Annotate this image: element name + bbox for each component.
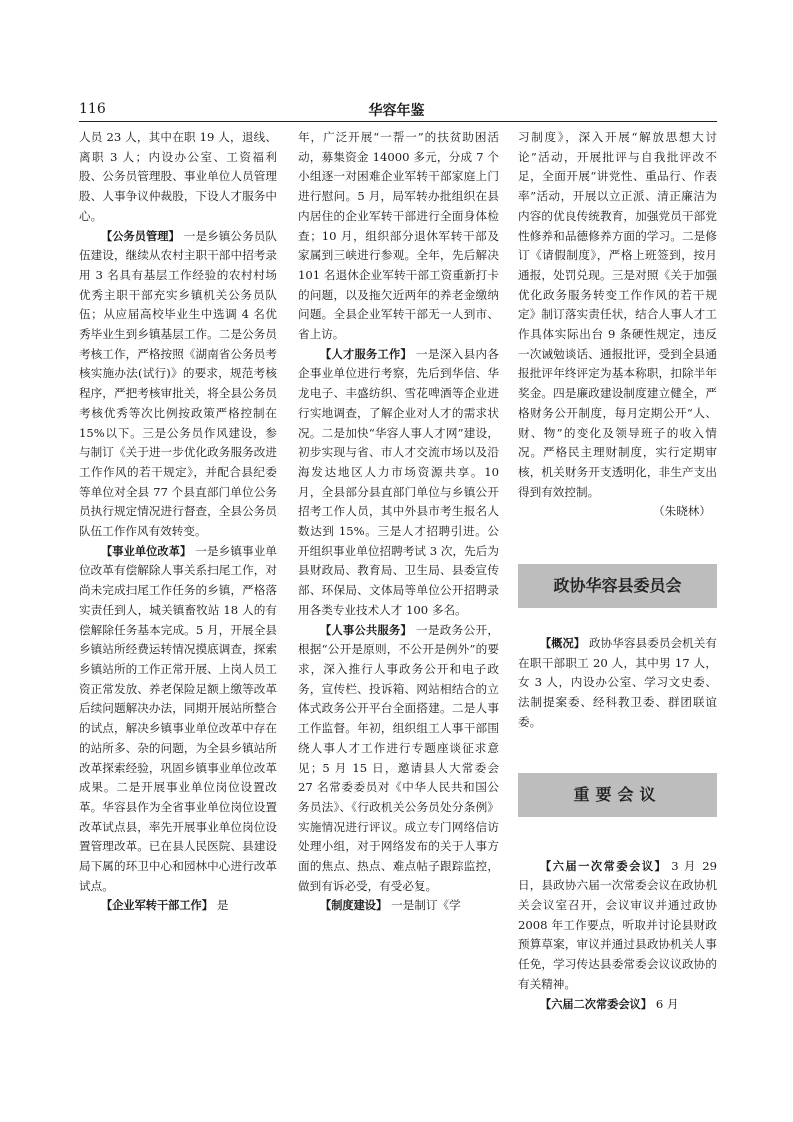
paragraph-text: 一是政务公开，根据“公开是原则，不公开是例外”的要求，深入推行人事政务公开和电子政务，宣传栏、投诉箱、网站相结合的立体式政务公开平台全面搭建。二是人事工作监督。年初，组织组工人事干部围绕人事人才工作进行专题座谈征求意见；5 月 15 日，邀请县人大常委会 27 名常委委员对《中华人民共和国公务员法》、《行政机关公务员处分条例》实施情况进行评议。成立专门网络信访处理小组，对于网络发布的关于人事方面的焦点、热点、难点帖子跟踪监控，做到有诉必受，有受必复。: [298, 622, 499, 893]
paragraph-text: 6 月: [655, 996, 679, 1011]
paragraph-text: 一是乡镇事业单位改革有偿解除人事关系扫尾工作，对尚未完成扫尾工作任务的乡镇，严格落实责任到人，城关镇畜牧站 18 人的有偿解除任务基本完成。5 月，开展全县乡镇站所经费运转情况摸底调查，探索乡镇站所的工作正常开展、上岗人员工资正常发放、养老保险足额上缴等改革后续问题解决办法，同期开展站所整合的试点，解决乡镇事业单位改革中存在的站所多、杂的问题，为全县乡镇站所改革探索经验，巩固乡镇事业单位改革成果。二是开展事业单位岗位设置改革。华容县作为全省事业单位岗位设置改革试点县，率先开展事业单位岗位设置管理改革。已在县人民医院、县建设局下属的环卫中心和园林中心进行改革试点。: [79, 543, 277, 893]
paragraph: [518, 995, 717, 1015]
paragraph: [298, 896, 499, 916]
paragraph: 年，广泛开展“一帮一”的扶贫助困活动，募集资金 14000 多元，分成 7 个小组逐一对困难企业军转干部家庭上门进行慰问。5 月，局军转办批组织在县内居住的企业军转干部进行全面身体检查；10 月，组织部分退休军转干部及家属到三峡进行参观。全年，先后解决 101 名退休企业军转干部工资重新打卡的问题，以及拖欠近两年的养老金缴纳问题。全县企业军转干部无一人到市、省上访。: [298, 130, 499, 342]
paragraph: [298, 345, 499, 621]
section-heading: 【概况】: [540, 637, 585, 651]
paragraph: [79, 542, 277, 897]
section-heading: 【企业军转干部工作】: [101, 899, 213, 913]
column-2: [298, 128, 499, 916]
paragraph: [298, 621, 499, 897]
running-title: 华容年鉴: [368, 103, 425, 119]
page-number: 116: [79, 101, 106, 117]
section-heading: 【人才服务工作】: [320, 347, 412, 361]
paragraph-text: 是: [216, 898, 229, 913]
paragraph-text: 政协华容县委员会机关有在职干部职工 20 人，其中男 17 人，女 3 人，内设办公室、学习文史委、法制提案委、经科教卫委、群团联谊委。: [518, 636, 717, 729]
paragraph: [79, 227, 277, 542]
paragraph-text: 3 月 29 日，县政协六届一次常委会议在政协机关会议室召开，会议审议并通过政协 2008 年工作要点，听取并讨论县财政预算草案，审议并通过县政协机关人事任免，学习传达县委常委会议议政协的有关精神。: [518, 858, 717, 991]
section-banner: 重要会议: [518, 773, 717, 817]
section-heading: 【六届二次常委会议】: [540, 997, 652, 1011]
paragraph-text: 一是乡镇公务员队伍建设，继续从农村主职干部中招考录用 3 名具有基层工作经验的农村村场优秀主职干部充实乡镇机关公务员队伍；从应届高校毕业生中选调 4 名优秀毕业生到乡镇基层工作。二是公务员考核工作，严格按照《湖南省公务员考核实施办法(试行)》的要求，规范考核程序，严把考核审批关，将全县公务员考核优秀等次比例按政策严格控制在 15%以下。三是公务员作风建设，参与制订《关于进一步优化政务服务改进工作作风的若干规定》，并配合县纪委等单位对全县 77 个县直部门单位公务员执行规定情况进行督查，全县公务员队伍工作作风有效转变。: [79, 228, 277, 539]
author-credit: （朱晓林）: [653, 504, 711, 519]
section-heading: 【公务员管理】: [101, 229, 180, 243]
paragraph-text: 一是制订《学: [391, 898, 461, 913]
section-banner: 政协华容县委员会: [518, 564, 717, 608]
paragraph: 人员 23 人，其中在职 19 人，退线、离职 3 人；内设办公室、工资福利股、公务员管理股、事业单位人员管理股、人事争议仲裁股，下设人才服务中心。: [79, 130, 277, 223]
header-rule: [79, 121, 717, 122]
section-heading: 【制度建设】: [320, 899, 388, 913]
paragraph: [518, 634, 717, 733]
section-heading: 【人事公共服务】: [320, 623, 412, 637]
paragraph: [518, 857, 717, 995]
section-heading: 【六届一次常委会议】: [540, 859, 668, 873]
paragraph-text: 一是深入县内各企事业单位进行考察，先后到华信、华龙电子、丰盛纺织、雪花啤酒等企业进行实地调查，了解企业对人才的需求状况。二是加快“华容人事人才网”建设，初步实现与省、市人才交流市场以及沿海发达地区人力市场资源共享。10 月，全县部分县直部门单位与乡镇公开招考工作人员，其中外县市考生报名人数达到 15%。三是人才招聘引进。公开组织事业单位招聘考试 3 次，先后为县财政局、教育局、卫生局、县委宣传部、环保局、文体局等单位公开招聘录用各类专业技术人才 100 多名。: [298, 346, 499, 617]
column-1: [79, 128, 277, 916]
paragraph: 习制度》，深入开展“解放思想大讨论”活动，开展批评与自我批评改不足，全面开展“讲党性、重品行、作表率”活动，开展以立正派、清正廉洁为内容的优良传统教育，加强党员干部党性修养和品德修养方面的学习。二是修订《请假制度》，严格上班签到，按月通报，处罚兑现。三是对照《关于加强优化政务服务转变工作作风的若干规定》制订落实责任状，结合人事人才工作具体实际出台 9 条硬性规定，违反一次诫勉谈话、通报批评，受到全县通报批评年终评定为基本称职，扣除半年奖金。四是廉政建设制度建立健全，严格财务公开制度，每月定期公开“人、财、物”的变化及领导班子的收入情况。严格民主理财制度，实行定期审核，机关财务开支透明化，非生产支出得到有效控制。: [518, 130, 717, 499]
column-3: [518, 128, 717, 1014]
section-heading: 【事业单位改革】: [101, 544, 192, 558]
paragraph: [79, 896, 277, 916]
